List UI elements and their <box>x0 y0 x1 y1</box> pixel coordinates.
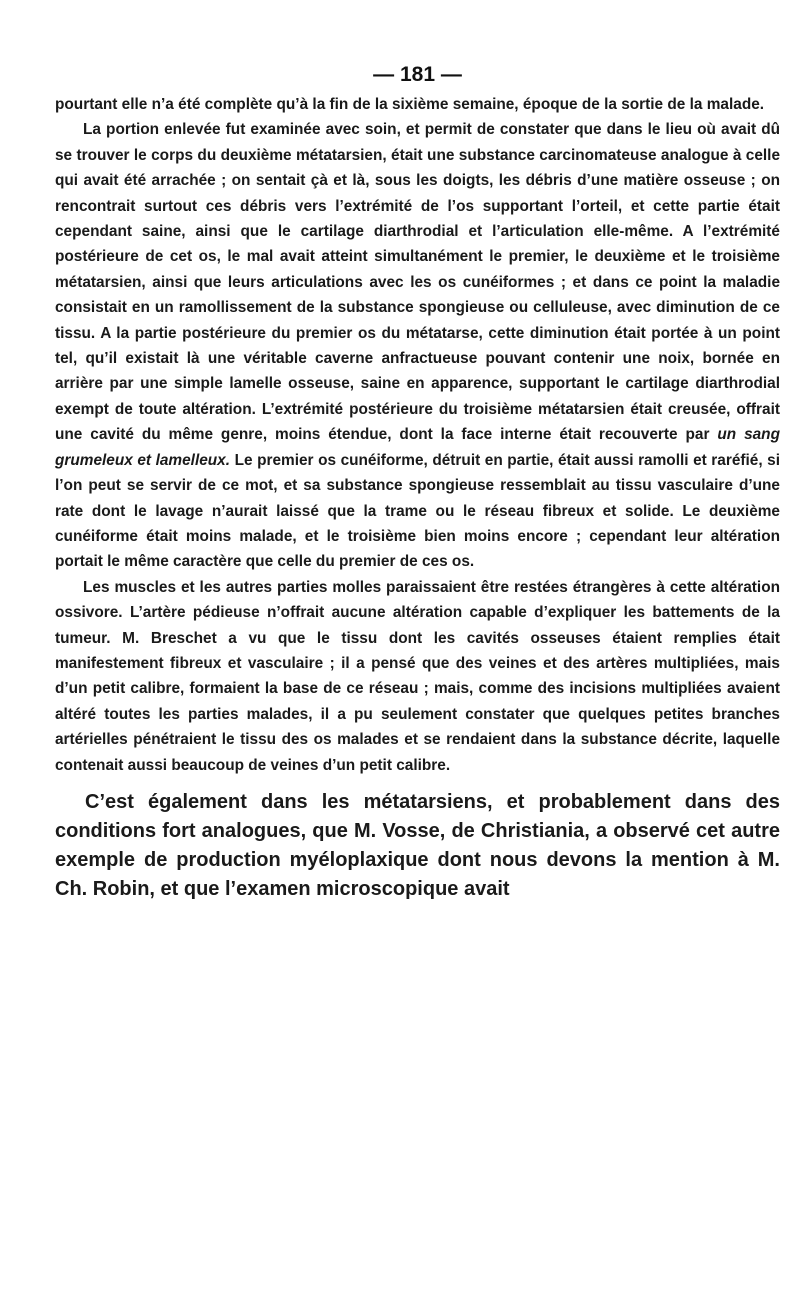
paragraph-muscles: Les muscles et les autres parties molles paraissaient être restées étrangères à cette altération ossivore. L’artère pédieuse n’offrait aucune altération capable d’expliquer les battements de la tumeur. M. Breschet a vu que le tissu dont les cavités osseuses étaient remplies était manifestement fibreux et vasculaire ; il a pensé que des veines et des artères multipliées, mais d’un petit calibre, formaient la base de ce réseau ; mais, comme des incisions multipliées avaient altéré toutes les parties malades, il a pu seulement constater que quelques petites branches artérielles pénétraient le tissu des os malades et se rendaient dans la substance décrite, laquelle contenait aussi beaucoup de veines d’un petit calibre. <box>55 578 780 774</box>
paragraph-examination-part1: La portion enlevée fut examinée avec soin, et permit de constater que dans le lieu où avait dû se trouver le corps du deuxième métatarsien, était une substance carcinomateuse analogue à celle qui avait été arrachée ; on sentait çà et là, sous les doigts, les débris d’une matière osseuse ; on rencontrait surtout ces débris vers l’extrémité de l’os supportant l’orteil, et cette partie était cependant saine, ainsi que le cartilage diarthrodial et l’articulation elle-même. A l’extrémité postérieure de cet os, le mal avait atteint simultanément le premier, le deuxième et le troisième métatarsien, ainsi que leurs articulations avec les os cunéiformes ; et dans ce point la maladie consistait en un ramollissement de la substance spongieuse ou celluleuse, avec diminution de ce tissu. A la partie postérieure du premier os du métatarse, cette diminution était portée à un point tel, qu’il existait là une véritable caverne anfractueuse pouvant contenir une noix, bornée en arrière par une simple lamelle osseuse, saine en apparence, supportant le cartilage diarthrodial exempt de toute altération. L’extrémité postérieure du troisième métatarsien était creusée, offrait une cavité du même genre, moins étendue, dont la face interne était recouverte par <box>55 121 780 444</box>
paragraph-examination <box>55 117 780 574</box>
paragraph-examination-italic: un sang grumeleux et lamelleux. <box>55 426 780 469</box>
paragraph-examination-part2: Le premier os cunéiforme, détruit en partie, était aussi ramolli et raréfié, si l’on peut se servir de ce mot, et sa substance spongieuse ressemblait au tissu vasculaire d’une rate dont le lavage n’aurait laissé que la trame ou le réseau fibreux et solide. Le deuxième cunéiforme était moins malade, et le troisième bien moins encore ; cependant leur altération portait le même caractère que celle du premier de ces os. <box>55 451 781 571</box>
paragraph-continuation: pourtant elle n’a été complète qu’à la fin de la sixième semaine, époque de la sortie de la malade. <box>55 96 765 113</box>
page-number: — 181 — <box>373 63 462 86</box>
document-page <box>55 62 780 904</box>
paragraph-large-type: C’est également dans les métatarsiens, et probablement dans des conditions fort analogues, que M. Vosse, de Christiania, a observé cet autre exemple de production myéloplaxique dont nous devons la mention à M. Ch. Robin, et que l’examen microscopique avait <box>55 790 780 900</box>
